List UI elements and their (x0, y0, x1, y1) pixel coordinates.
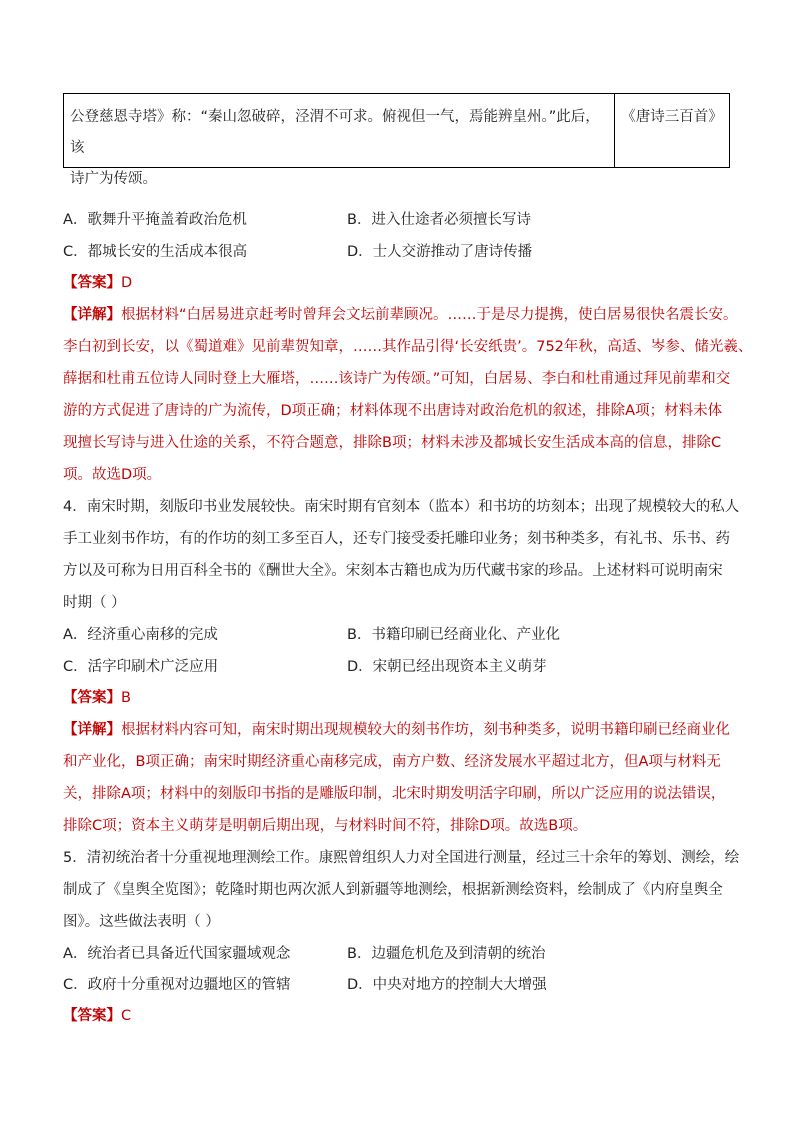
q4-stem-line: 时期（ ） (63, 595, 126, 611)
q5-answer (63, 1004, 743, 1025)
material-table (63, 93, 730, 187)
q4-detail-line: 【详解】根据材料内容可知，南宋时期出现规模较大的刻书作坊，刻书种类多，说明书籍印刷已经商业化 (63, 722, 730, 738)
answer-value: D (121, 275, 133, 291)
q3-option-a: A．歌舞升平掩盖着政治危机 (63, 212, 247, 228)
q5-stem-line: 图》。这些做法表明（ ） (63, 914, 220, 930)
q4-stem-line: 方以及可称为日用百科全书的《酬世大全》。宋刻本古籍也成为历代藏书家的珍品。上述材料可说明南宋 (63, 563, 723, 579)
q5-option-b: B．边疆危机危及到清朝的统治 (347, 946, 546, 962)
q3-option-c: C．都城长安的生活成本很高 (63, 244, 248, 260)
table-source: 《唐诗三百首》 (621, 109, 723, 125)
answer-label: 【答案】 (63, 275, 121, 291)
q3-detail-line: 李白初到长安，以《蜀道难》见前辈贺知章，……其作品引得‘长安纸贵’。752年秋，高适、岑参、储光羲、 (63, 339, 753, 355)
q4-stem-line: 手工业刻书作坊，有的作坊的刻工多至百人，还专门接受委托雕印业务；刻书种类多，有礼书、乐书、药 (63, 531, 730, 547)
q4-answer (63, 686, 743, 707)
q3-detail-line: 现擅长写诗与进入仕途的关系，不符合题意，排除B项；材料未涉及都城长安生活成本高的信息，排除C (63, 435, 722, 451)
q4-option-a: A．经济重心南移的完成 (63, 627, 218, 643)
answer-label: 【答案】 (63, 690, 121, 706)
q5-option-a: A．统治者已具备近代国家疆域观念 (63, 946, 291, 962)
q3-option-b: B．进入仕途者必须擅长写诗 (347, 212, 531, 228)
q3-detail-line: 游的方式促进了唐诗的广为流传，D项正确；材料体现不出唐诗对政治危机的叙述，排除A项；材料未体 (63, 403, 723, 419)
detail-label: 【详解】 (63, 307, 121, 323)
table-source-cell (615, 94, 729, 167)
q4-option-b: B．书籍印刷已经商业化、产业化 (347, 627, 560, 643)
q5-stem-line: 5．清初统治者十分重视地理测绘工作。康熙曾组织人力对全国进行测量，经过三十余年的筹划、测绘，绘 (63, 850, 740, 866)
q4-detail-line: 关，排除A项；材料中的刻版印书指的是雕版印制，北宋时期发明活字印刷，所以广泛应用的说法错误， (63, 786, 726, 802)
q4-stem-line: 4．南宋时期，刻版印书业发展较快。南宋时期有官刻本（监本）和书坊的坊刻本；出现了规模较大的私人 (63, 499, 740, 515)
table-content-cell (64, 94, 615, 187)
detail-label: 【详解】 (63, 722, 121, 738)
q3-option-d: D．士人交游推动了唐诗传播 (347, 244, 533, 260)
q3-detail-line: 【详解】根据材料“白居易进京赶考时曾拜会文坛前辈顾况。……于是尽力提携，使白居易很快名震长安。 (63, 307, 738, 323)
answer-label: 【答案】 (63, 1008, 121, 1024)
q4-option-d: D．宋朝已经出现资本主义萌芽 (347, 659, 547, 675)
q3-detail-line: 项。故选D项。 (63, 467, 162, 483)
q3-detail-line: 薛据和杜甫五位诗人同时登上大雁塔，……该诗广为传颂。”可知，白居易、李白和杜甫通过拜见前辈和交 (63, 371, 731, 387)
q4-detail-line: 排除C项；资本主义萌芽是明朝后期出现，与材料时间不符，排除D项。故选B项。 (63, 818, 588, 834)
table-content-line: 诗广为传颂。 (70, 171, 157, 187)
q3-answer (63, 271, 743, 292)
q5-option-d: D．中央对地方的控制大大增强 (347, 977, 547, 993)
q5-option-c: C．政府十分重视对边疆地区的管辖 (63, 977, 291, 993)
answer-value: C (121, 1008, 132, 1024)
q4-detail-line: 和产业化，B项正确；南宋时期经济重心南移完成，南方户数、经济发展水平超过北方，但A项与材料无 (63, 754, 721, 770)
table-content-line: 公登慈恩寺塔》称：“秦山忽破碎，泾渭不可求。俯视但一气，焉能辨皇州。”此后，该 (70, 109, 600, 156)
answer-value: B (121, 690, 131, 706)
q5-stem-line: 制成了《皇舆全览图》；乾隆时期也两次派人到新疆等地测绘，根据新测绘资料，绘制成了《内府皇舆全 (63, 882, 723, 898)
q4-option-c: C．活字印刷术广泛应用 (63, 659, 219, 675)
